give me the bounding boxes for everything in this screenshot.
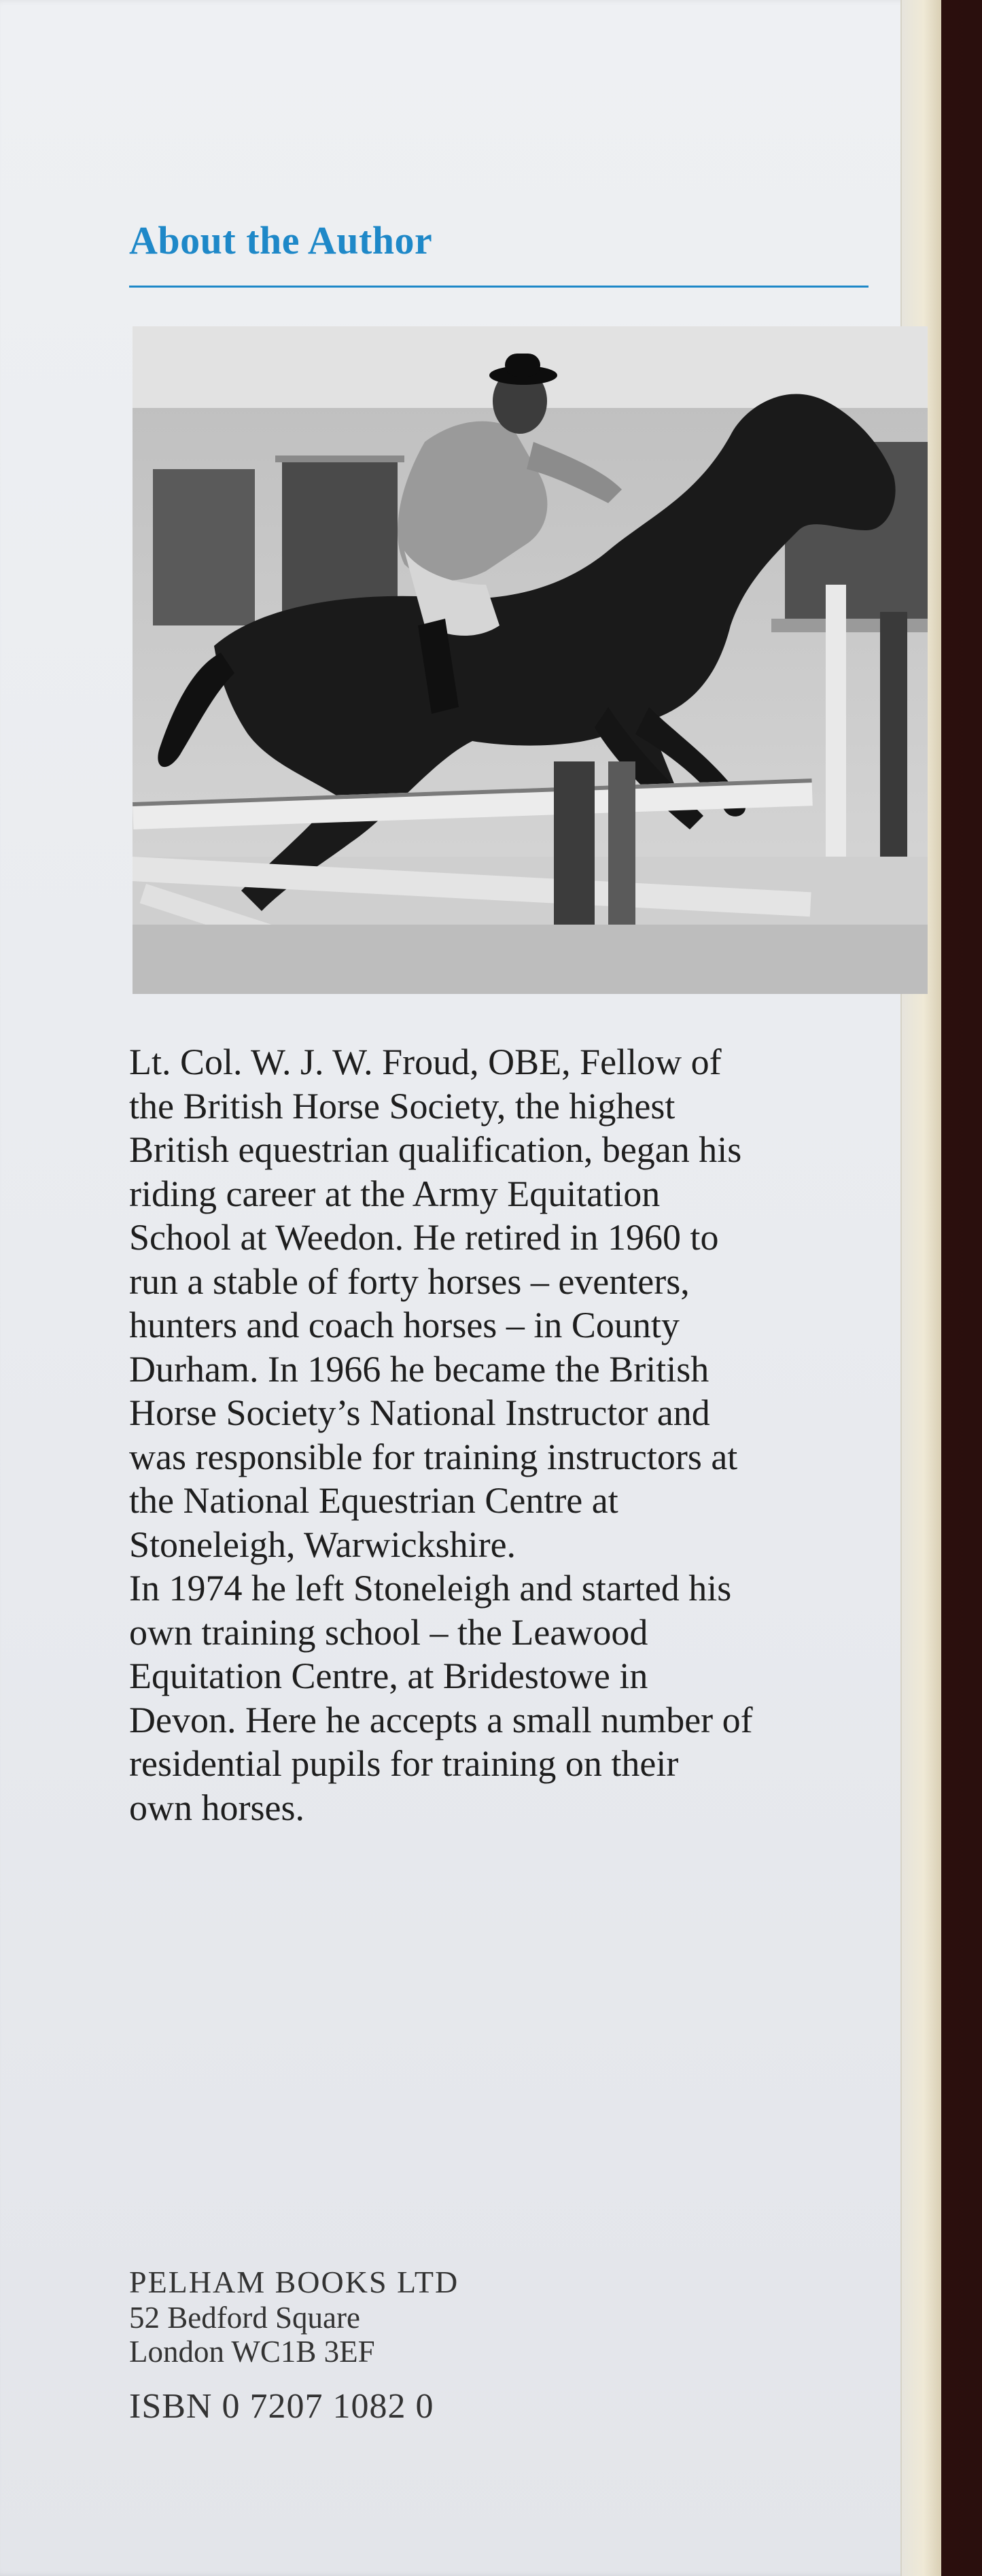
publisher-address-line: 52 Bedford Square <box>129 2301 360 2335</box>
author-biography <box>129 1040 911 1830</box>
publisher-block <box>129 2264 459 2369</box>
bio-paragraph: In 1974 he left Stoneleigh and started his own training school – the Leawood Equitation Centre, at Bridestowe in Devon. Here he accepts a small number of residential pupils for training on their own horses. <box>129 1568 753 1828</box>
publisher-name: PELHAM BOOKS LTD <box>129 2265 459 2299</box>
section-title: About the Author <box>129 218 433 262</box>
author-photo <box>133 326 928 994</box>
title-underline <box>129 286 869 288</box>
author-jumping-horse-image <box>133 326 928 994</box>
publisher-address-line: London WC1B 3EF <box>129 2335 375 2369</box>
isbn-number: ISBN 0 7207 1082 0 <box>129 2387 434 2426</box>
bio-paragraph: Lt. Col. W. J. W. Froud, OBE, Fellow of the British Horse Society, the highest British equestrian qualification, began his riding career at the Army Equitation School at Weedon. He retired in 1960 to run a stable of forty horses – eventers, hunters and coach horses – in County Durham. In 1966 he became the British Horse Society’s National Instructor and was responsible for training instructors at the National Equestrian Centre at Stoneleigh, Warwickshire. <box>129 1042 742 1565</box>
